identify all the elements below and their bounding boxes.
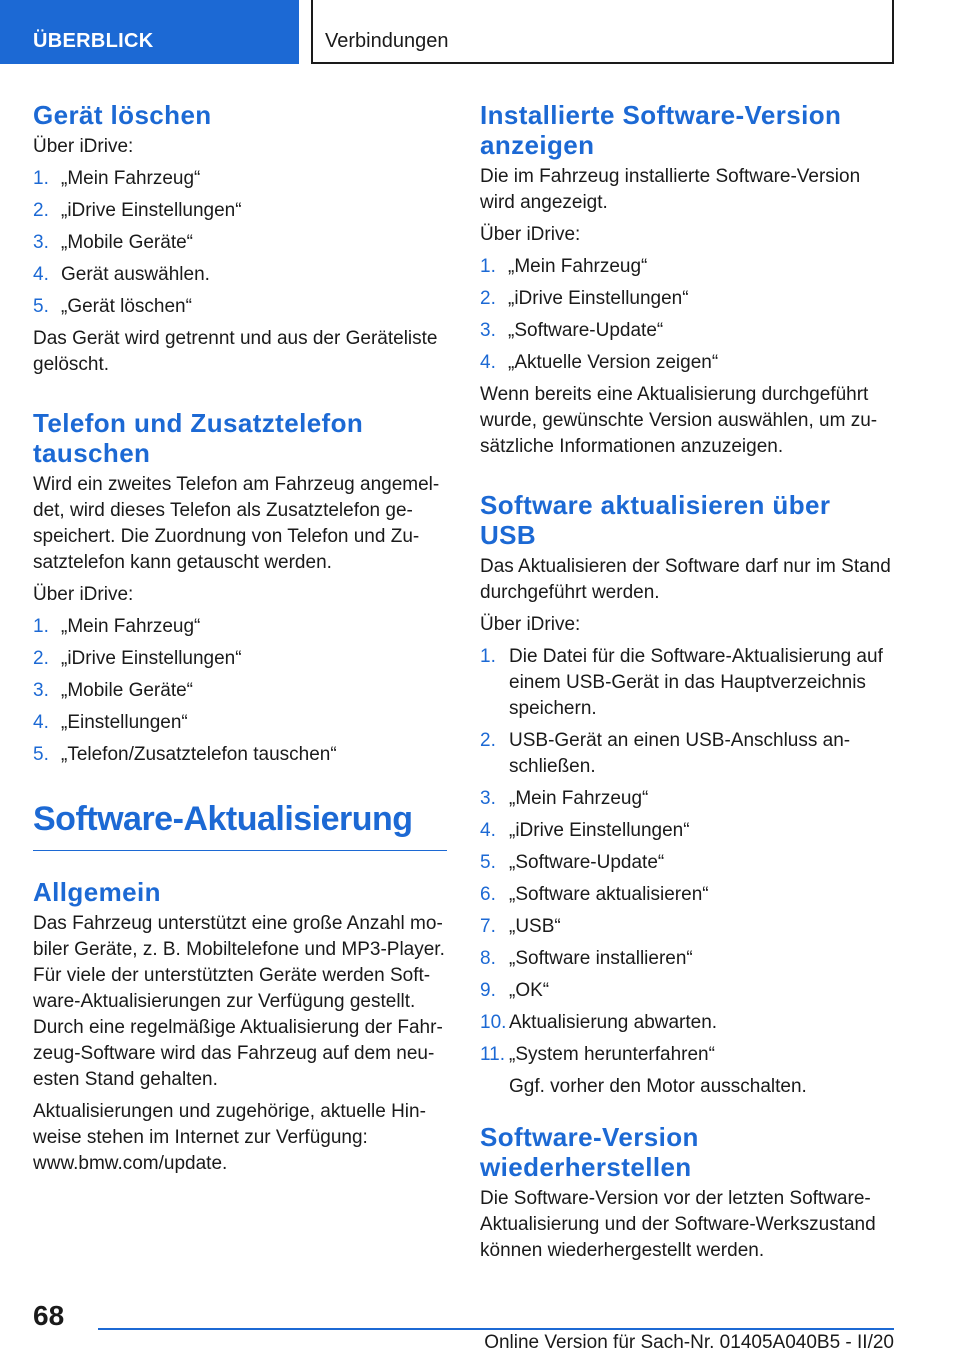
list-item: 1. „Mein Fahrzeug“ bbox=[33, 168, 201, 189]
list-item: 7. „USB“ bbox=[480, 916, 561, 937]
left-column bbox=[33, 100, 447, 1177]
section-software-wiederherstellen bbox=[480, 1122, 894, 1264]
list-item: 8. „Software installieren“ bbox=[480, 948, 693, 969]
section-title: Telefon und Zusatztelefon tauschen bbox=[33, 408, 364, 468]
section-allgemein bbox=[33, 877, 447, 1177]
list-item: 4. „Einstellungen“ bbox=[33, 712, 188, 733]
body-text: Die Software-Version vor der letzten Software-Aktualisierung und der Software-Werkszustand können wiederhergestellt werden. bbox=[480, 1188, 876, 1261]
intro-text: Über iDrive: bbox=[480, 224, 581, 245]
list-item: 2. „iDrive Einstellungen“ bbox=[480, 288, 689, 309]
steps-list bbox=[33, 166, 447, 320]
section-title: Software-Version wiederherstellen bbox=[480, 1122, 699, 1182]
section-software-version-anzeigen bbox=[480, 100, 894, 460]
body-text: Wird ein zweites Telefon am Fahrzeug angemeldet, wird dieses Telefon als Zusatztelefon gespeichert. Die Zuordnung von Telefon und Zusatztelefon kann getauscht werden. bbox=[33, 474, 440, 573]
steps-list bbox=[33, 614, 447, 768]
section-geraet-loeschen bbox=[33, 100, 447, 378]
section-title: Installierte Software-Version anzeigen bbox=[480, 100, 842, 160]
note-text: Wenn bereits eine Aktualisierung durchgeführt wurde, gewünschte Version auswählen, um zusätzliche Informationen anzuzeigen. bbox=[480, 384, 878, 457]
list-item: 5. „Gerät löschen“ bbox=[33, 296, 192, 317]
list-item: 2. USB-Gerät an einen USB-Anschluss anschließen. bbox=[480, 730, 851, 777]
list-item: 11. „System herunterfahren“ Ggf. vorher den Motor ausschalten. bbox=[480, 1042, 894, 1100]
list-item: 4. „Aktuelle Version zeigen“ bbox=[480, 352, 719, 373]
list-item: 5. „Software-Update“ bbox=[480, 852, 665, 873]
section-title: Allgemein bbox=[33, 877, 161, 907]
chapter-tab bbox=[311, 0, 894, 64]
intro-text: Über iDrive: bbox=[480, 614, 581, 635]
section-title: Gerät löschen bbox=[33, 100, 212, 130]
list-item: 4. „iDrive Einstellungen“ bbox=[480, 820, 690, 841]
section-title: Software aktualisieren über USB bbox=[480, 490, 831, 550]
body-text: Die im Fahrzeug installierte Software-Version wird angezeigt. bbox=[480, 166, 861, 213]
section-telefon-tauschen bbox=[33, 408, 447, 768]
body-text: Das Aktualisieren der Software darf nur im Stand durchgeführt werden. bbox=[480, 556, 891, 603]
chapter-tab-label: Verbindungen bbox=[325, 30, 449, 52]
list-item: 1. „Mein Fahrzeug“ bbox=[33, 616, 201, 637]
footer-divider bbox=[98, 1328, 894, 1330]
list-item: 5. „Telefon/Zusatztelefon tauschen“ bbox=[33, 744, 337, 765]
steps-list bbox=[480, 254, 894, 376]
list-item: 3. „Mein Fahrzeug“ bbox=[480, 788, 649, 809]
list-item: 3. „Mobile Geräte“ bbox=[33, 680, 193, 701]
chapter-title: Software-Aktualisierung bbox=[33, 798, 447, 851]
section-tab-label: ÜBERBLICK bbox=[33, 30, 154, 52]
list-item: 10. Aktualisierung abwarten. bbox=[480, 1012, 718, 1033]
page-number: 68 bbox=[33, 1300, 65, 1331]
list-item: 1. „Mein Fahrzeug“ bbox=[480, 256, 648, 277]
right-column bbox=[480, 100, 894, 1264]
intro-text: Über iDrive: bbox=[33, 584, 134, 605]
list-item: 3. „Mobile Geräte“ bbox=[33, 232, 193, 253]
list-item: 1. Die Datei für die Software-Aktualisierung auf einem USB-Gerät in das Hauptverzeichnis speichern. bbox=[480, 646, 883, 719]
section-tab bbox=[0, 0, 299, 64]
list-item: 6. „Software aktualisieren“ bbox=[480, 884, 709, 905]
note-text: Das Gerät wird getrennt und aus der Geräteliste gelöscht. bbox=[33, 328, 438, 375]
list-item: 3. „Software-Update“ bbox=[480, 320, 664, 341]
steps-list bbox=[480, 644, 894, 1100]
list-item: 2. „iDrive Einstellungen“ bbox=[33, 648, 242, 669]
list-item: 2. „iDrive Einstellungen“ bbox=[33, 200, 242, 221]
body-text: Aktualisierungen und zugehörige, aktuelle Hinweise stehen im Internet zur Verfügung: www.bmw.com/update. bbox=[33, 1101, 426, 1174]
list-item: 9. „OK“ bbox=[480, 980, 550, 1001]
footer-text: Online Version für Sach-Nr. 01405A040B5 - II/20 bbox=[484, 1332, 894, 1353]
body-text: Das Fahrzeug unterstützt eine große Anzahl mobiler Geräte, z. B. Mobiltelefone und MP3-Player. Für viele der unterstützten Geräte werden Software-Aktualisierungen zur Verfügung gestellt. Durch eine regelmäßige Aktualisierung der Fahrzeug-Software wird das Fahrzeug auf dem neuesten Stand gehalten. bbox=[33, 913, 445, 1090]
section-software-usb bbox=[480, 490, 894, 1100]
intro-text: Über iDrive: bbox=[33, 136, 134, 157]
list-item: 4. Gerät auswählen. bbox=[33, 264, 210, 285]
step-sub-note: Ggf. vorher den Motor ausschalten. bbox=[509, 1076, 807, 1097]
